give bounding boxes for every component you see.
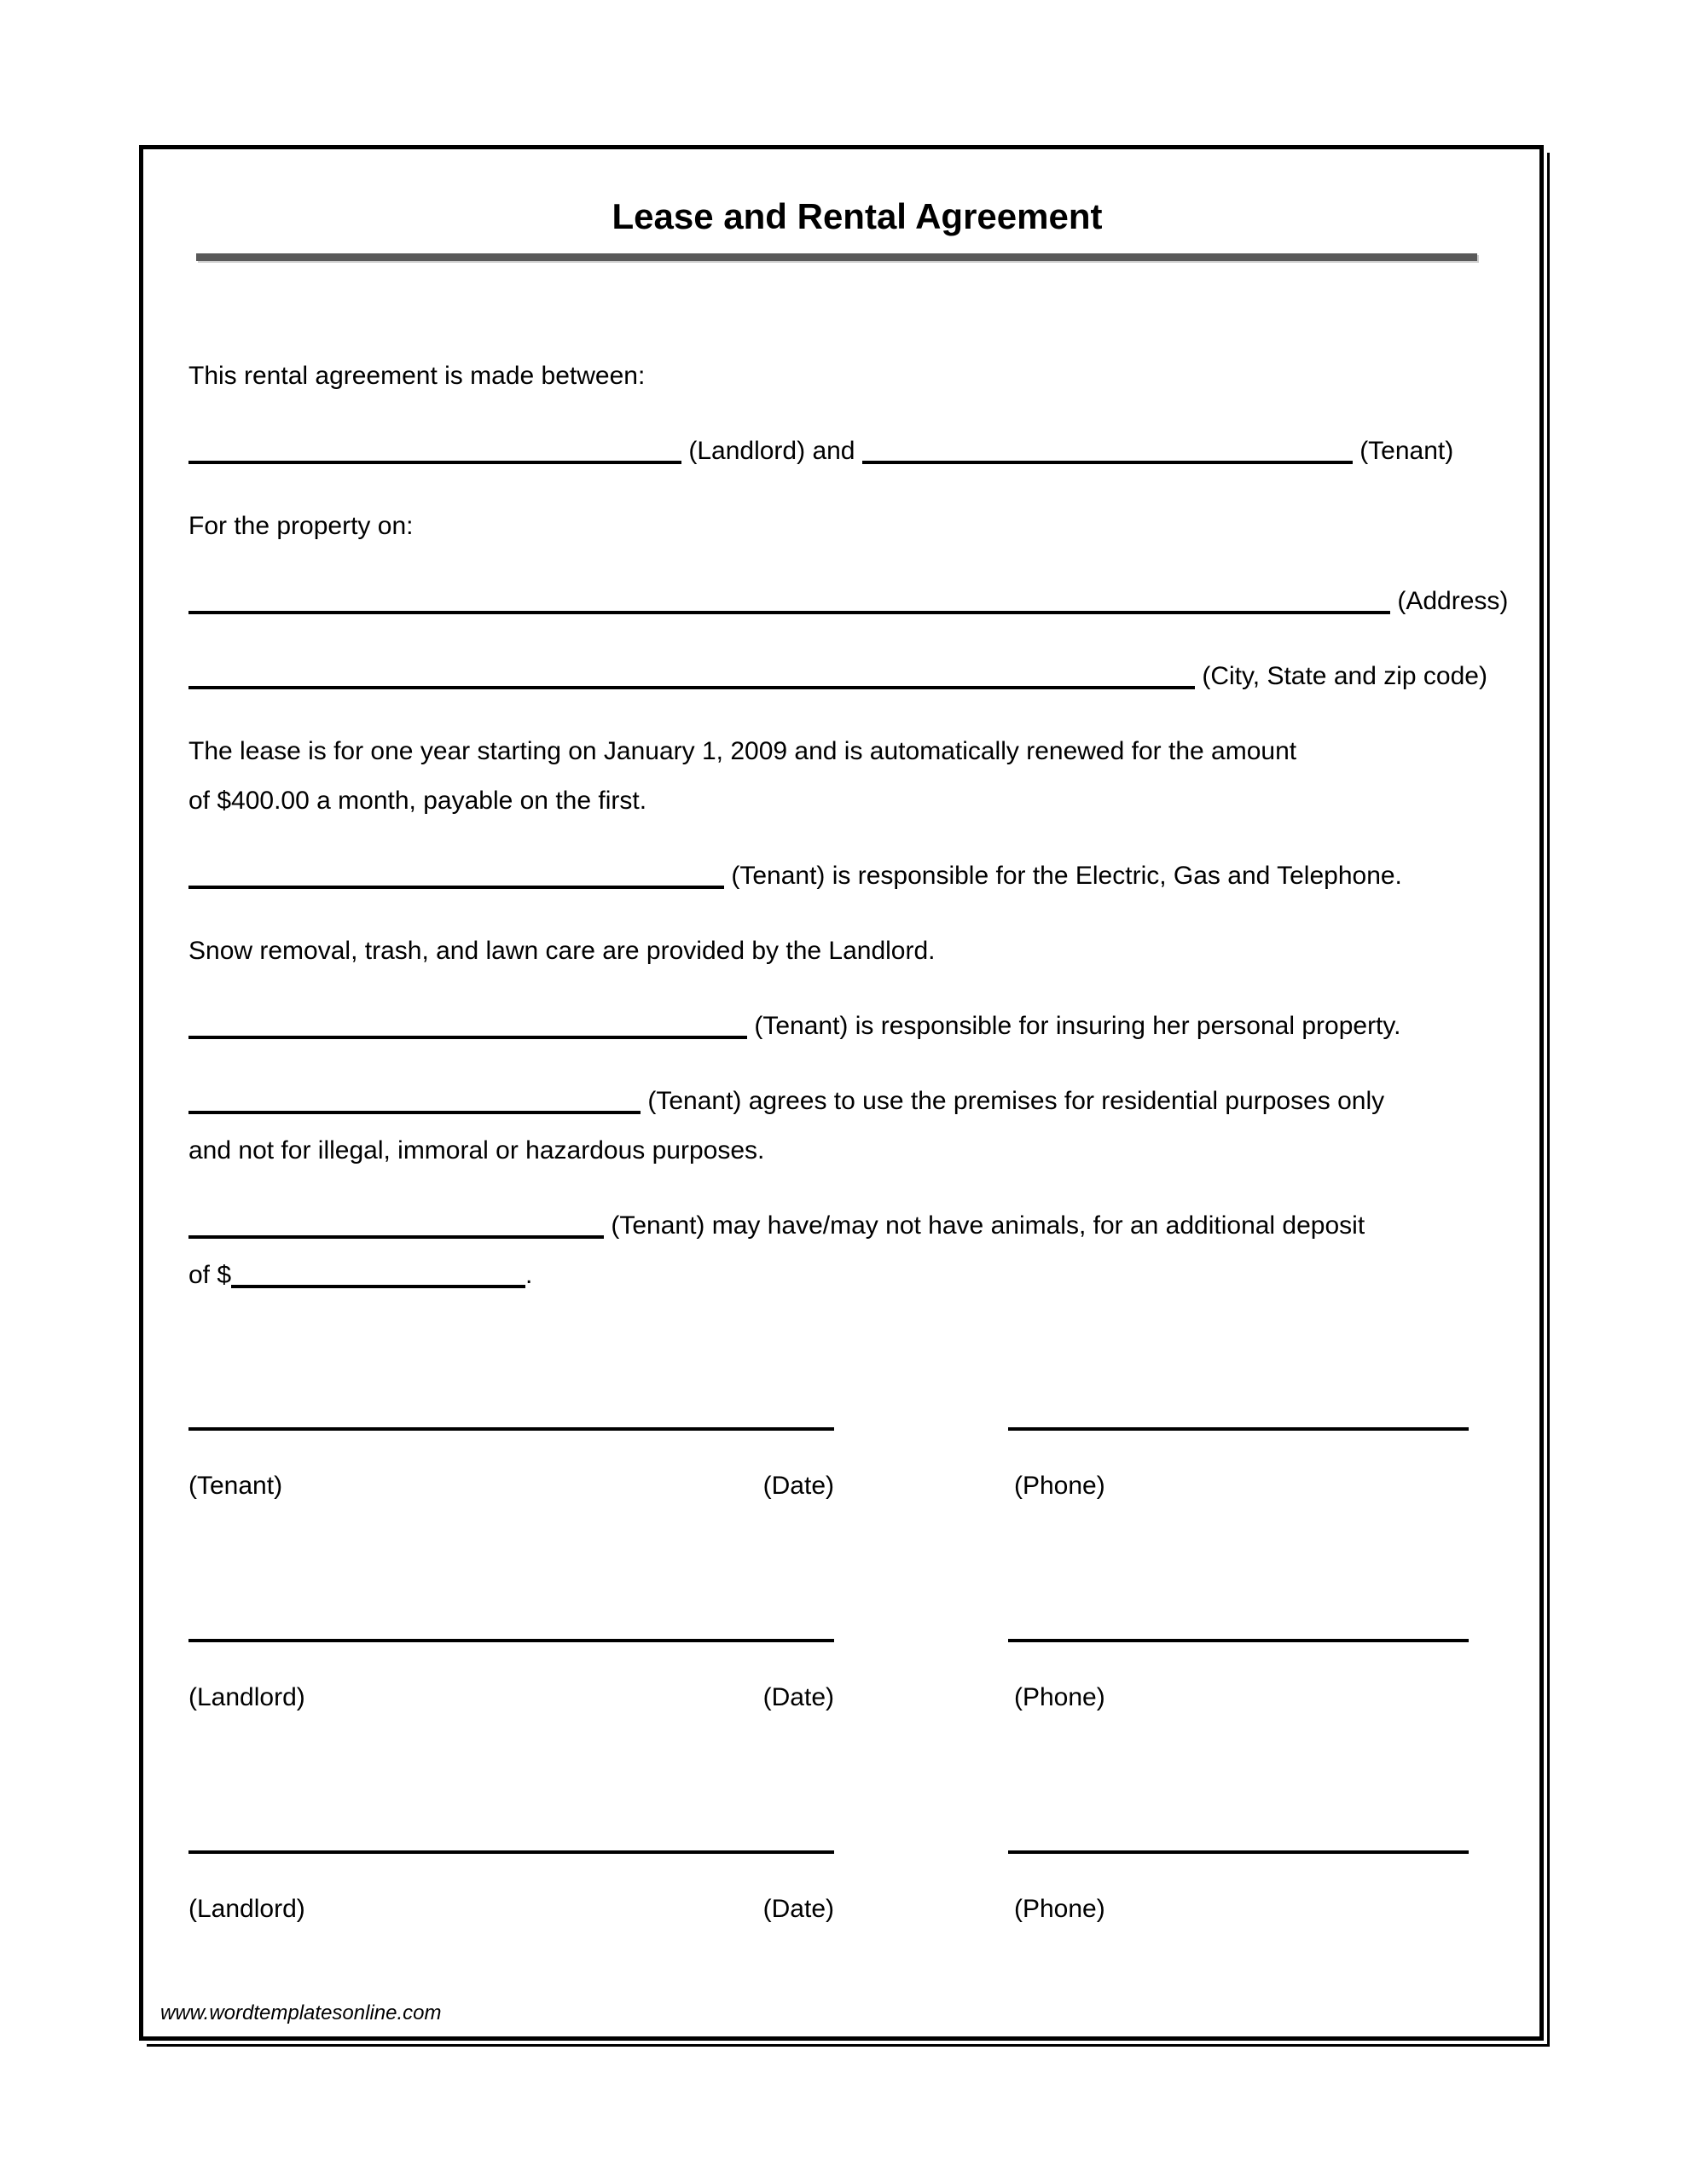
animals-text-1: (Tenant) may have/may not have animals, for an additional deposit [611,1211,1365,1240]
residential-use-line-2: and not for illegal, immoral or hazardous purposes. [188,1136,765,1165]
tenant-phone-label: (Phone) [1014,1472,1105,1500]
landlord-name-date-labels-2 [188,1885,834,1934]
animals-line-1 [188,1201,1526,1251]
city-state-zip-blank[interactable] [188,686,1195,689]
animals-line-2 [188,1251,1526,1300]
landlord-services-line [188,926,1526,976]
property-intro-line [188,502,1526,551]
landlord-label: (Landlord) [688,437,806,465]
landlord-signature-labels-2 [188,1885,1526,1934]
landlord-signature-line-2[interactable] [188,1850,834,1854]
website-url[interactable]: www.wordtemplatesonline.com [160,2001,442,2024]
tenant-name-blank[interactable] [862,461,1353,464]
tenant-signature-row [188,1427,1526,1511]
address-label: (Address) [1397,587,1509,615]
parties-row [188,427,1526,476]
insurance-clause-row [188,1002,1526,1051]
tenant-name-date-labels [188,1461,834,1511]
landlord-signature-row-2 [188,1850,1526,1934]
tenant-name-blank-residential[interactable] [188,1111,641,1114]
residential-use-line-1 [188,1077,1526,1126]
document-border-frame [139,145,1544,2041]
landlord-date-label-2: (Date) [762,1895,834,1923]
landlord-date-label-1: (Date) [762,1683,834,1711]
landlord-signature-lines-2 [188,1850,1526,1854]
landlord-signature-labels-1 [188,1673,1526,1722]
residential-use-paragraph [188,1077,1526,1176]
city-state-zip-label: (City, State and zip code) [1202,662,1487,690]
tenant-signature-labels [188,1461,1526,1511]
utilities-clause-text: (Tenant) is responsible for the Electric, Gas and Telephone. [731,862,1402,890]
landlord-signature-label-2: (Landlord) [188,1895,305,1923]
animals-paragraph [188,1201,1526,1300]
landlord-phone-label-2: (Phone) [1014,1895,1105,1923]
document-title: Lease and Rental Agreement [612,196,1103,236]
residential-use-text-1: (Tenant) agrees to use the premises for residential purposes only [647,1087,1385,1115]
deposit-amount-blank[interactable] [231,1285,525,1288]
animals-deposit-suffix: . [525,1261,533,1289]
landlord-name-date-labels-1 [188,1673,834,1722]
landlord-signature-lines-1 [188,1639,1526,1642]
tenant-name-blank-utilities[interactable] [188,886,724,889]
tenant-date-label: (Date) [762,1472,834,1500]
intro-text: This rental agreement is made between: [188,362,646,390]
lease-terms-line-2: of $400.00 a month, payable on the first. [188,787,647,815]
lease-terms-paragraph [188,727,1526,826]
lease-terms-line-1: The lease is for one year starting on January 1, 2009 and is automatically renewed for the amount [188,737,1297,765]
insurance-clause-text: (Tenant) is responsible for insuring her personal property. [754,1012,1401,1040]
tenant-signature-lines [188,1427,1526,1431]
landlord-name-blank[interactable] [188,461,681,464]
tenant-signature-line[interactable] [188,1427,834,1431]
property-intro-text: For the property on: [188,512,414,540]
landlord-phone-line-2[interactable] [1008,1850,1469,1854]
title-divider-rule [196,253,1477,261]
parties-connector: and [812,437,855,465]
landlord-signature-line-1[interactable] [188,1639,834,1642]
signature-section [188,1427,1526,1934]
tenant-label: (Tenant) [1359,437,1454,465]
landlord-services-text: Snow removal, trash, and lawn care are provided by the Landlord. [188,937,936,965]
city-state-zip-row [188,652,1526,701]
landlord-signature-label-1: (Landlord) [188,1683,305,1711]
tenant-signature-label: (Tenant) [188,1472,283,1500]
address-row [188,577,1526,626]
landlord-signature-row-1 [188,1639,1526,1722]
tenant-name-blank-insurance[interactable] [188,1036,747,1039]
document-body [188,351,1526,1300]
animals-deposit-prefix: of $ [188,1261,232,1289]
tenant-name-blank-animals[interactable] [188,1235,604,1239]
landlord-phone-line-1[interactable] [1008,1639,1469,1642]
landlord-phone-label-1: (Phone) [1014,1683,1105,1711]
address-blank[interactable] [188,611,1390,614]
tenant-phone-line[interactable] [1008,1427,1469,1431]
intro-line [188,351,1526,401]
utilities-clause-row [188,851,1526,901]
